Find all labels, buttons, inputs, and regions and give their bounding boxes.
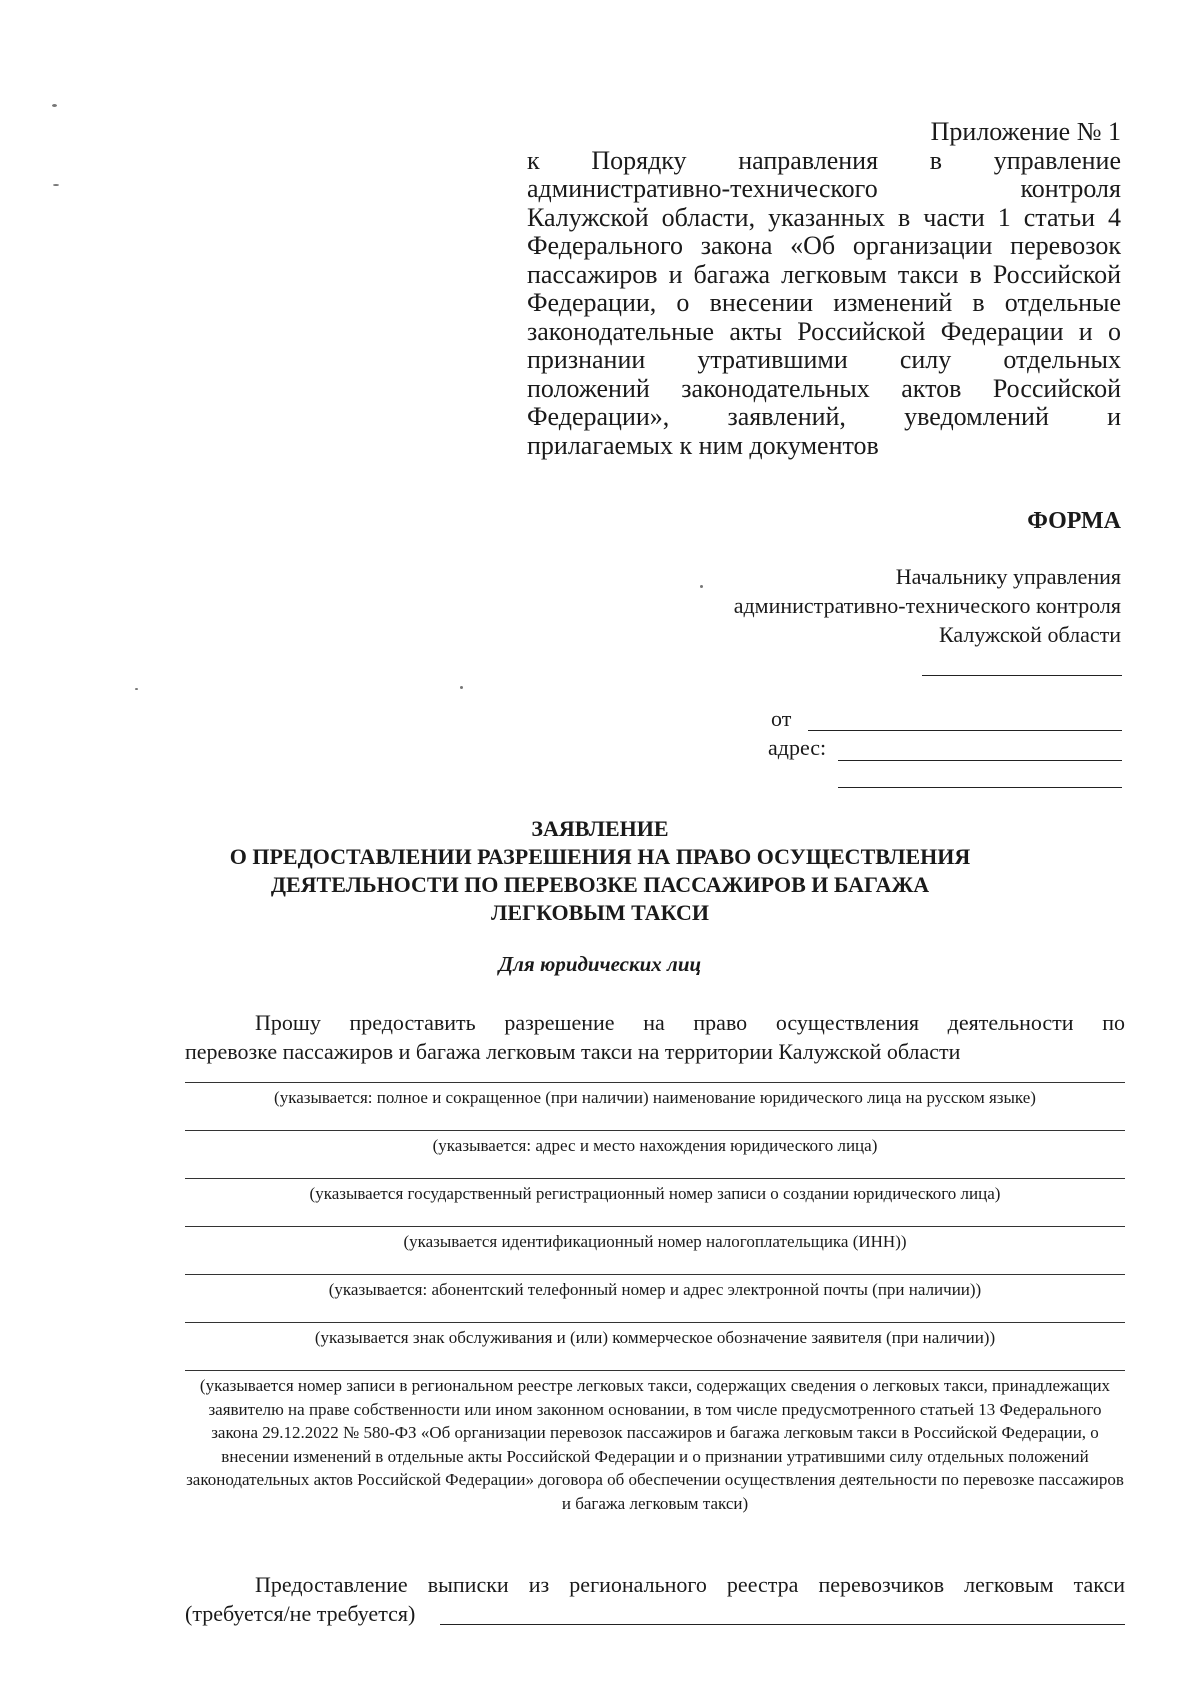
appendix-text xyxy=(527,147,1121,432)
hint-name: (указывается: полное и сокращенное (при наличии) наименование юридического лица на русском языке) xyxy=(274,1088,1036,1107)
appendix-line: пассажиров и багажа легковым такси в Российской xyxy=(527,259,1121,289)
extract-field[interactable] xyxy=(440,1624,1125,1625)
scan-speck xyxy=(53,184,59,186)
appendix-line: административно-технического контроля xyxy=(527,174,1121,203)
addressee-line-1: Начальнику управления xyxy=(895,564,1121,589)
title-line-4: ЛЕГКОВЫМ ТАКСИ xyxy=(491,900,709,925)
extract-line-2: (требуется/не требуется) xyxy=(185,1601,416,1626)
appendix-last-line: прилагаемых к ним документов xyxy=(527,430,879,460)
scan-speck xyxy=(700,585,703,588)
ogrn-field[interactable] xyxy=(185,1178,1125,1179)
appendix-line: законодательные акты Российской Федерации и о xyxy=(527,316,1121,346)
hint-registry: (указывается номер записи в региональном реестре легковых такси, содержащих сведения о легковых такси, принадлежащих заявителю на праве собственности или ином законном основании, в том числе предусмотренного статьей 13 Федерального закона 29.12.2022 № 580-ФЗ «Об организации перевозок пассажиров и багажа легковым такси в Российской Федерации, о внесении изменений в отдельные акты Российской Федерации и о признании утратившими силу отдельных положений законодательных актов Российской Федерации» договора об обеспечении осуществления деятельности по перевозке пассажиров и багажа легковым такси) xyxy=(186,1376,1124,1513)
appendix-line: к Порядку направления в управление xyxy=(527,145,1121,175)
addressee-block xyxy=(734,562,1121,649)
extract-line-1: Предоставление выписки из регионального реестра перевозчиков легковым такси xyxy=(255,1572,1125,1597)
inn-field[interactable] xyxy=(185,1226,1125,1227)
extract-paragraph xyxy=(185,1570,1125,1628)
trademark-field[interactable] xyxy=(185,1322,1125,1323)
addressee-signature-line[interactable] xyxy=(922,675,1122,676)
address-label: адрес: xyxy=(768,735,827,760)
scan-speck xyxy=(52,104,57,107)
request-line-2: перевозке пассажиров и багажа легковым такси на территории Калужской области xyxy=(185,1039,961,1064)
document-subtitle: Для юридических лиц xyxy=(498,952,702,976)
scan-speck xyxy=(135,688,138,690)
scan-speck xyxy=(460,686,463,689)
address-location-field[interactable] xyxy=(185,1130,1125,1131)
hint-contacts: (указывается: абонентский телефонный номер и адрес электронной почты (при наличии)) xyxy=(328,1280,982,1299)
form-label: ФОРМА xyxy=(1027,508,1121,534)
request-paragraph xyxy=(185,1008,1125,1066)
addressee-line-3: Калужской области xyxy=(939,622,1121,647)
from-label: от xyxy=(771,706,792,731)
appendix-line: Калужской области, указанных в части 1 статьи 4 xyxy=(527,202,1121,232)
appendix-line: Федерации», заявлений, уведомлений и xyxy=(527,402,1121,431)
appendix-line: положений законодательных актов Российской xyxy=(527,373,1121,403)
appendix-line: признании утратившими силу отдельных xyxy=(527,345,1121,374)
title-line-3: ДЕЯТЕЛЬНОСТИ ПО ПЕРЕВОЗКЕ ПАССАЖИРОВ И БАГАЖА xyxy=(270,872,930,897)
document-title xyxy=(0,815,1200,927)
name-field[interactable] xyxy=(185,1082,1125,1083)
appendix-line: Федерации, о внесении изменений в отдельные xyxy=(527,288,1121,317)
contacts-field[interactable] xyxy=(185,1274,1125,1275)
hint-address: (указывается: адрес и место нахождения юридического лица) xyxy=(432,1136,878,1155)
hint-ogrn: (указывается государственный регистрационный номер записи о создании юридического лица) xyxy=(309,1184,1001,1203)
hint-inn: (указывается идентификационный номер налогоплательщика (ИНН)) xyxy=(403,1232,907,1251)
appendix-line: Федерального закона «Об организации перевозок xyxy=(527,231,1121,260)
title-line-1: ЗАЯВЛЕНИЕ xyxy=(531,816,669,841)
registry-field[interactable] xyxy=(185,1370,1125,1371)
appendix-number: Приложение № 1 xyxy=(930,117,1121,146)
address-field-line-2[interactable] xyxy=(838,787,1122,788)
from-field[interactable] xyxy=(808,730,1122,731)
request-line-1: Прошу предоставить разрешение на право осуществления деятельности по xyxy=(255,1010,1125,1035)
hint-trademark: (указывается знак обслуживания и (или) коммерческое обозначение заявителя (при наличии)) xyxy=(314,1328,996,1347)
addressee-line-2: административно-технического контроля xyxy=(733,593,1121,618)
address-field-line-1[interactable] xyxy=(838,760,1122,761)
appendix-block xyxy=(527,118,1121,460)
title-line-2: О ПРЕДОСТАВЛЕНИИ РАЗРЕШЕНИЯ НА ПРАВО ОСУЩЕСТВЛЕНИЯ xyxy=(229,844,971,869)
